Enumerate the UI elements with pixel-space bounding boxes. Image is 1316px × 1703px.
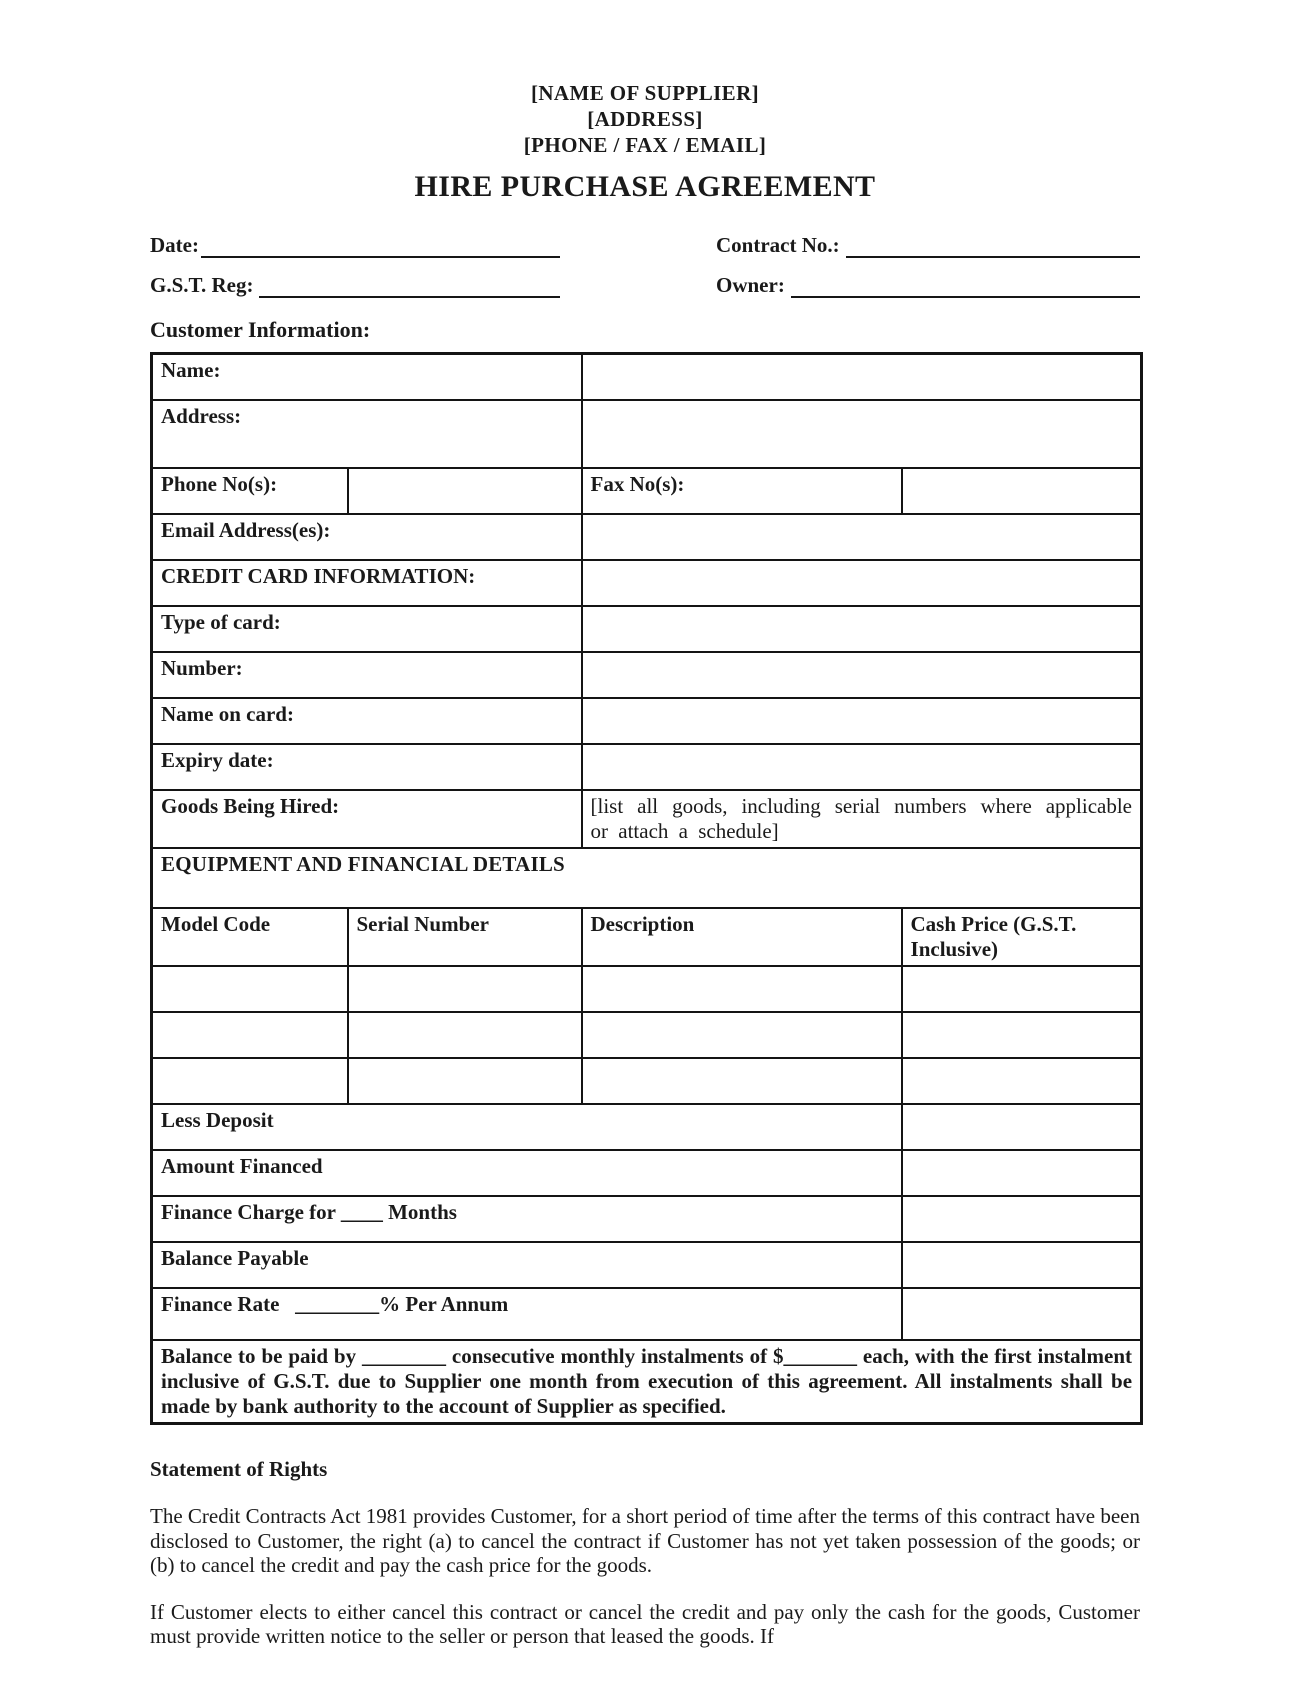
row-equipment-section-heading	[152, 848, 1142, 908]
contract-no-blank-line	[846, 235, 1140, 258]
row-card-type	[152, 606, 1142, 652]
equipment-cell	[902, 1012, 1142, 1058]
owner-field-group	[716, 268, 1140, 298]
card-name-label-cell: Name on card:	[152, 698, 582, 744]
financial-row-finance-charge	[152, 1196, 1142, 1242]
email-label-cell: Email Address(es):	[152, 514, 582, 560]
row-phone-fax	[152, 468, 1142, 514]
gst-reg-label: G.S.T. Reg:	[150, 273, 254, 297]
gst-reg-blank-line	[259, 275, 560, 298]
card-number-label-cell: Number:	[152, 652, 582, 698]
gst-reg-field-group	[150, 268, 560, 298]
name-label-cell: Name:	[152, 354, 582, 401]
document-title: HIRE PURCHASE AGREEMENT	[414, 170, 876, 203]
statement-of-rights-heading: Statement of Rights	[150, 1457, 328, 1481]
row-balance-note	[152, 1340, 1142, 1424]
credit-card-blank-cell	[582, 560, 1142, 606]
card-type-value-cell	[582, 606, 1142, 652]
card-name-value-cell	[582, 698, 1142, 744]
equipment-section-heading-cell: EQUIPMENT AND FINANCIAL DETAILS	[152, 848, 1142, 908]
equipment-cell	[152, 1058, 348, 1104]
financial-value-cell	[902, 1242, 1142, 1288]
equipment-cell	[582, 1012, 902, 1058]
row-address	[152, 400, 1142, 468]
row-goods-being-hired	[152, 790, 1142, 848]
owner-blank-line	[791, 275, 1140, 298]
balance-note-cell: Balance to be paid by ________ consecutive monthly instalments of $_______ each, with the first instalment inclusive of G.S.T. due to Supplier one month from execution of this agreement. All instalments shall be made by bank authority to the account of Supplier as specified.	[152, 1340, 1142, 1424]
col-description: Description	[582, 908, 902, 966]
meta-fields	[150, 228, 1140, 298]
financial-label-cell: Balance Payable	[152, 1242, 902, 1288]
letterhead	[150, 80, 1140, 158]
supplier-contact: [PHONE / FAX / EMAIL]	[523, 133, 767, 157]
credit-card-heading-cell: CREDIT CARD INFORMATION:	[152, 560, 582, 606]
owner-label: Owner:	[716, 273, 785, 297]
customer-information-heading: Customer Information:	[150, 317, 371, 342]
card-type-label-cell: Type of card:	[152, 606, 582, 652]
contract-no-field-group	[716, 228, 1140, 258]
rights-paragraph-2: If Customer elects to either cancel this contract or cancel the credit and pay only the cash for the goods, Customer must provide written notice to the seller or person that leased the goods. If	[150, 1599, 1140, 1648]
financial-row-amount-financed	[152, 1150, 1142, 1196]
col-model-code: Model Code	[152, 908, 348, 966]
phone-label-cell: Phone No(s):	[152, 468, 348, 514]
row-credit-card-heading	[152, 560, 1142, 606]
address-label-cell: Address:	[152, 400, 582, 468]
financial-row-finance-rate	[152, 1288, 1142, 1340]
row-equipment-columns	[152, 908, 1142, 966]
financial-label-cell: Amount Financed	[152, 1150, 902, 1196]
financial-value-cell	[902, 1196, 1142, 1242]
col-cash-price: Cash Price (G.S.T. Inclusive)	[902, 908, 1142, 966]
financial-label-cell: Less Deposit	[152, 1104, 902, 1150]
supplier-address: [ADDRESS]	[587, 107, 703, 131]
row-name	[152, 354, 1142, 401]
card-number-value-cell	[582, 652, 1142, 698]
financial-row-balance-payable	[152, 1242, 1142, 1288]
contract-no-label: Contract No.:	[716, 233, 840, 257]
row-card-number	[152, 652, 1142, 698]
financial-row-less-deposit	[152, 1104, 1142, 1150]
equipment-cell	[582, 966, 902, 1012]
goods-label-cell: Goods Being Hired:	[152, 790, 582, 848]
supplier-name: [NAME OF SUPPLIER]	[530, 81, 760, 105]
financial-label-cell: Finance Charge for ____ Months	[152, 1196, 902, 1242]
equipment-row	[152, 1012, 1142, 1058]
phone-value-cell	[348, 468, 582, 514]
fax-value-cell	[902, 468, 1142, 514]
equipment-cell	[348, 966, 582, 1012]
customer-equipment-table	[150, 352, 1143, 1425]
email-value-cell	[582, 514, 1142, 560]
row-card-name	[152, 698, 1142, 744]
equipment-cell	[152, 966, 348, 1012]
date-label: Date:	[150, 233, 199, 257]
col-serial-number: Serial Number	[348, 908, 582, 966]
equipment-row	[152, 966, 1142, 1012]
financial-value-cell	[902, 1104, 1142, 1150]
card-expiry-value-cell	[582, 744, 1142, 790]
financial-value-cell	[902, 1288, 1142, 1340]
date-field-group	[150, 228, 560, 258]
name-value-cell	[582, 354, 1142, 401]
financial-value-cell	[902, 1150, 1142, 1196]
equipment-cell	[348, 1058, 582, 1104]
row-card-expiry	[152, 744, 1142, 790]
address-value-cell	[582, 400, 1142, 468]
card-expiry-label-cell: Expiry date:	[152, 744, 582, 790]
rights-paragraph-1: The Credit Contracts Act 1981 provides Customer, for a short period of time after the terms of this contract have been disclosed to Customer, the right (a) to cancel the contract if Customer has not yet taken possession of the goods; or (b) to cancel the credit and pay the cash price for the goods.	[150, 1504, 1140, 1577]
row-email	[152, 514, 1142, 560]
equipment-row	[152, 1058, 1142, 1104]
equipment-cell	[152, 1012, 348, 1058]
goods-note-cell: [list all goods, including serial numbers where applicable or attach a schedule]	[582, 790, 1142, 848]
equipment-cell	[902, 1058, 1142, 1104]
equipment-cell	[902, 966, 1142, 1012]
fax-label-cell: Fax No(s):	[582, 468, 902, 514]
equipment-cell	[348, 1012, 582, 1058]
financial-label-cell: Finance Rate ________% Per Annum	[152, 1288, 902, 1340]
date-blank-line	[201, 235, 560, 258]
equipment-cell	[582, 1058, 902, 1104]
